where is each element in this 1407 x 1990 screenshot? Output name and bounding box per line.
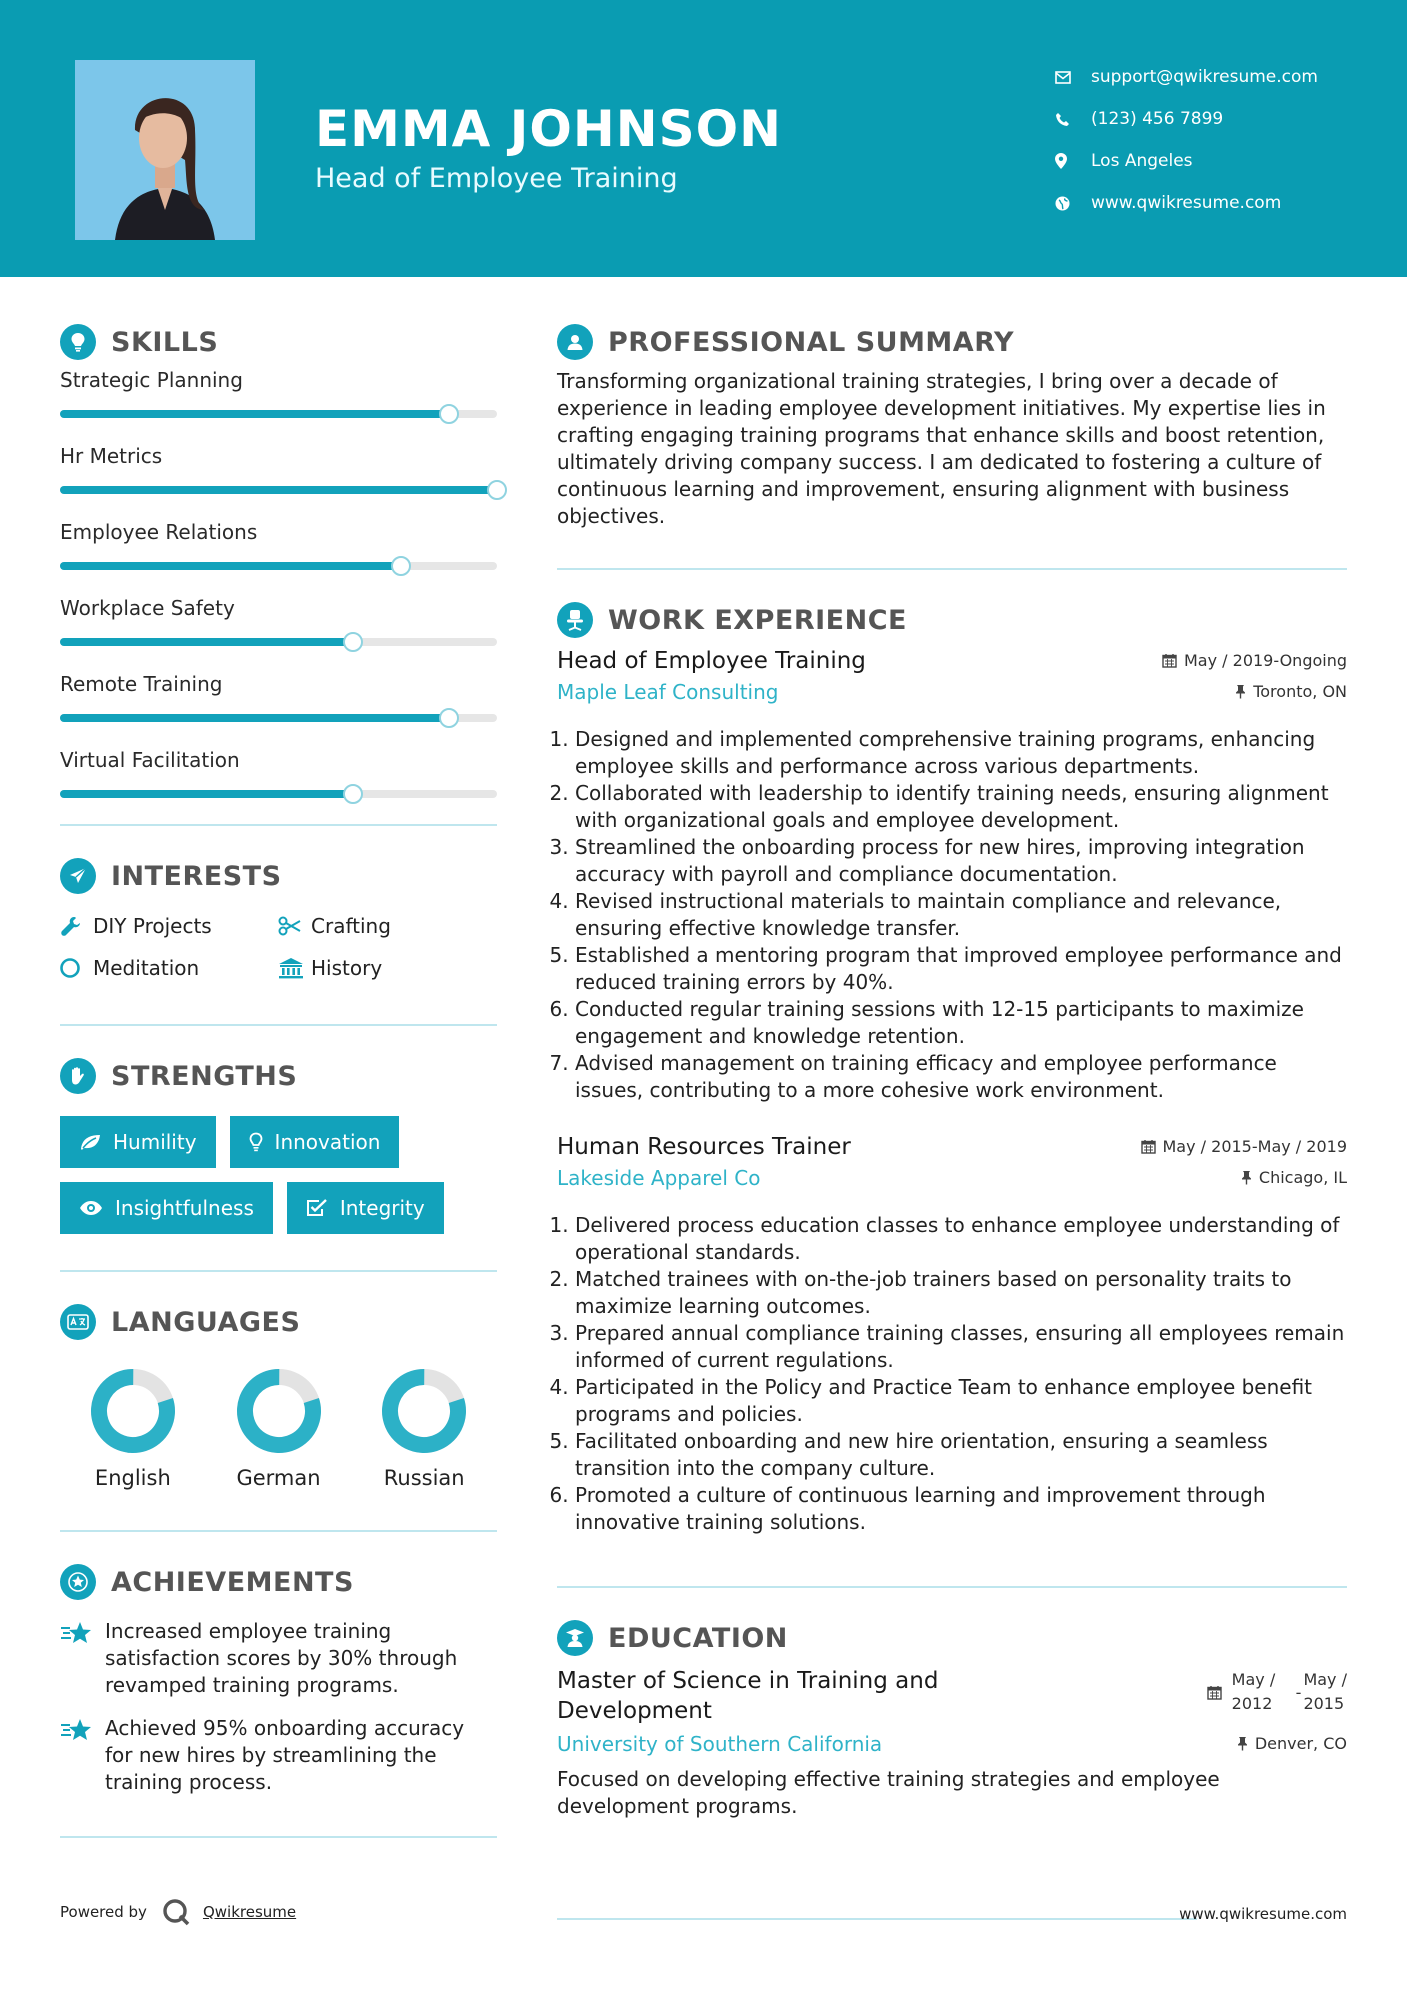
job-header xyxy=(557,648,1347,674)
skill-bar-knob xyxy=(391,556,411,576)
language-donut-fill xyxy=(381,1368,467,1454)
achievement-item xyxy=(60,1715,497,1796)
skill-item xyxy=(60,596,497,646)
lightbulb-icon xyxy=(60,324,96,360)
skill-name: Strategic Planning xyxy=(60,368,243,392)
job-dates xyxy=(1162,651,1347,670)
footer-powered-by xyxy=(60,1897,296,1927)
languages-title: LANGUAGES xyxy=(111,1306,301,1338)
strengths-title: STRENGTHS xyxy=(111,1060,298,1092)
contact-phone-text: (123) 456 7899 xyxy=(1091,109,1224,129)
job-entry xyxy=(557,1134,1347,1536)
eye-icon xyxy=(79,1200,103,1216)
strength-tag xyxy=(287,1182,444,1234)
skill-bar xyxy=(60,410,497,418)
job-subheader xyxy=(557,1166,1347,1190)
interest-label: Meditation xyxy=(93,956,200,980)
education-entry xyxy=(557,1666,1347,1820)
skill-name: Hr Metrics xyxy=(60,444,163,468)
job-bullet: 4. Participated in the Policy and Practice Team to enhance employee benefit programs and policies. xyxy=(575,1374,1347,1428)
achievements-title: ACHIEVEMENTS xyxy=(111,1566,354,1598)
skill-name: Remote Training xyxy=(60,672,223,696)
interest-label: Crafting xyxy=(311,914,391,938)
job-bullet: 7. Advised management on training efficacy and employee performance issues, contributing to a more cohesive work environment. xyxy=(575,1050,1347,1104)
education-start xyxy=(1232,1668,1284,1716)
job-bullet: 4. Revised instructional materials to maintain compliance and relevance, ensuring effective knowledge transfer. xyxy=(575,888,1347,942)
job-bullets xyxy=(557,1212,1347,1536)
degree-title: Master of Science in Training and Development xyxy=(557,1668,939,1724)
skill-bar-fill xyxy=(60,638,353,646)
interest-item xyxy=(278,956,497,980)
star-badge-icon xyxy=(60,1564,96,1600)
job-location-text: Toronto, ON xyxy=(1253,682,1347,701)
skill-bar-fill xyxy=(60,410,449,418)
wrench-icon xyxy=(60,915,93,937)
language-donut xyxy=(236,1368,322,1454)
lightbulb-icon xyxy=(249,1132,263,1152)
education-start-year: 2012 xyxy=(1231,1694,1273,1713)
languages-heading xyxy=(60,1300,497,1344)
contact-website[interactable] xyxy=(1055,182,1318,224)
language-name: German xyxy=(236,1466,321,1490)
candidate-name: EMMA JOHNSON xyxy=(315,100,782,158)
summary-heading xyxy=(557,320,1347,364)
job-bullets xyxy=(557,726,1347,1104)
job-header xyxy=(557,1134,1347,1160)
achievement-text: Achieved 95% onboarding accuracy for new hires by streamlining the training process. xyxy=(105,1716,465,1794)
skill-item xyxy=(60,748,497,798)
pushpin-icon xyxy=(1237,1736,1248,1751)
skill-bar-knob xyxy=(487,480,507,500)
skill-bar-fill xyxy=(60,790,353,798)
achievement-item xyxy=(60,1618,497,1699)
circle-icon xyxy=(60,957,93,979)
summary-text: Transforming organizational training strategies, I bring over a decade of experience in leading employee development initiatives. My expertise lies in crafting engaging training programs that enhance skills and boost retention, ultimately driving company success. I am dedicated to fostering a culture of continuous learning and improvement, ensuring alignment with business objectives. xyxy=(557,369,1326,528)
education-title: EDUCATION xyxy=(608,1622,788,1654)
user-icon xyxy=(557,324,593,360)
graduate-icon xyxy=(557,1620,593,1656)
summary-title: PROFESSIONAL SUMMARY xyxy=(608,326,1015,358)
qwikresume-link[interactable]: Qwikresume xyxy=(202,1903,297,1921)
section-divider xyxy=(60,1024,497,1026)
language-icon xyxy=(60,1304,96,1340)
section-divider xyxy=(60,824,497,826)
job-location xyxy=(1235,682,1347,701)
interest-item xyxy=(278,914,497,938)
language-donut xyxy=(381,1368,467,1454)
job-dates-text: May / 2015-May / 2019 xyxy=(1162,1137,1347,1156)
section-divider xyxy=(557,1586,1347,1588)
phone-icon xyxy=(1055,112,1091,127)
strength-tag xyxy=(60,1182,273,1234)
strengths-heading xyxy=(60,1054,497,1098)
company-name[interactable]: Lakeside Apparel Co xyxy=(557,1166,761,1190)
globe-icon xyxy=(1055,196,1091,211)
calendar-icon xyxy=(1162,653,1177,668)
skill-bar-knob xyxy=(343,784,363,804)
strength-label: Humility xyxy=(113,1130,197,1154)
paper-plane-icon xyxy=(60,858,96,894)
education-heading xyxy=(557,1616,1347,1660)
skill-bar xyxy=(60,486,497,494)
education-date-separator: - xyxy=(1295,1682,1302,1702)
section-divider xyxy=(557,568,1347,570)
strength-tag xyxy=(60,1116,216,1168)
skill-bar-knob xyxy=(343,632,363,652)
skill-bar-knob xyxy=(439,708,459,728)
job-location xyxy=(1241,1168,1347,1187)
job-dates-text: May / 2019-Ongoing xyxy=(1184,651,1347,670)
contact-phone[interactable] xyxy=(1055,98,1318,140)
pushpin-icon xyxy=(1235,684,1246,699)
education-end-month: May / xyxy=(1303,1670,1347,1689)
education-subheader xyxy=(557,1732,1347,1756)
skills-heading xyxy=(60,320,497,364)
interests-heading xyxy=(60,854,497,898)
school-name[interactable]: University of Southern California xyxy=(557,1732,883,1756)
check-square-icon xyxy=(306,1198,328,1218)
skill-name: Employee Relations xyxy=(60,520,258,544)
section-divider xyxy=(60,1270,497,1272)
skill-item xyxy=(60,444,497,494)
job-bullet: 1. Designed and implemented comprehensive training programs, enhancing employee skills and performance across various departments. xyxy=(575,726,1347,780)
pushpin-icon xyxy=(1241,1170,1252,1185)
achievements-list xyxy=(60,1618,497,1796)
contact-website-text: www.qwikresume.com xyxy=(1091,193,1282,213)
education-description: Focused on developing effective training strategies and employee development programs. xyxy=(557,1767,1220,1818)
interests-title: INTERESTS xyxy=(111,860,282,892)
calendar-icon xyxy=(1141,1139,1156,1154)
job-bullet: 2. Matched trainees with on-the-job trainers based on personality traits to maximize learning outcomes. xyxy=(575,1266,1347,1320)
strength-label: Innovation xyxy=(274,1130,381,1154)
education-end xyxy=(1303,1668,1347,1716)
experience-heading xyxy=(557,598,1347,642)
experience-title: WORK EXPERIENCE xyxy=(608,604,907,636)
language-donut xyxy=(90,1368,176,1454)
section-divider xyxy=(60,1530,497,1532)
powered-by-label: Powered by xyxy=(60,1903,147,1921)
language-donut-fill xyxy=(90,1368,176,1454)
interest-label: History xyxy=(311,956,383,980)
profile-photo xyxy=(75,60,255,240)
contact-email-text: support@qwikresume.com xyxy=(1091,67,1318,87)
job-bullet: 6. Conducted regular training sessions with 12-15 participants to maximize engagement and knowledge retention. xyxy=(575,996,1347,1050)
bank-icon xyxy=(278,957,311,979)
interest-label: DIY Projects xyxy=(93,914,212,938)
skill-bar xyxy=(60,790,497,798)
job-bullet: 1. Delivered process education classes to enhance employee understanding of operational standards. xyxy=(575,1212,1347,1266)
education-start-month: May / xyxy=(1231,1670,1276,1689)
strength-tag xyxy=(230,1116,400,1168)
contact-list xyxy=(1055,56,1318,224)
calendar-icon xyxy=(1207,1685,1222,1700)
language-item xyxy=(206,1368,352,1490)
skill-item xyxy=(60,520,497,570)
education-location xyxy=(1237,1734,1347,1753)
shooting-star-icon xyxy=(60,1618,105,1699)
skill-bar xyxy=(60,562,497,570)
languages-list xyxy=(60,1368,497,1490)
language-donut-fill xyxy=(236,1368,322,1454)
job-title: Head of Employee Training xyxy=(557,648,866,674)
header-banner xyxy=(0,0,1407,277)
education-location-text: Denver, CO xyxy=(1254,1734,1347,1753)
leaf-icon xyxy=(79,1133,101,1151)
contact-location xyxy=(1055,140,1318,182)
job-bullet: 5. Established a mentoring program that improved employee performance and reduced training errors by 40%. xyxy=(575,942,1347,996)
map-marker-icon xyxy=(1055,153,1091,169)
language-item xyxy=(60,1368,206,1490)
job-bullet: 3. Prepared annual compliance training classes, ensuring all employees remain informed of current regulations. xyxy=(575,1320,1347,1374)
skill-item xyxy=(60,672,497,722)
job-bullet: 5. Facilitated onboarding and new hire orientation, ensuring a seamless transition into the company culture. xyxy=(575,1428,1347,1482)
interest-item xyxy=(60,956,278,980)
left-column xyxy=(60,320,497,1838)
job-title: Human Resources Trainer xyxy=(557,1134,851,1160)
language-item xyxy=(351,1368,497,1490)
contact-email[interactable] xyxy=(1055,56,1318,98)
job-location-text: Chicago, IL xyxy=(1258,1168,1347,1187)
footer-website[interactable]: www.qwikresume.com xyxy=(1179,1905,1347,1923)
hand-icon xyxy=(60,1058,96,1094)
interests-list xyxy=(60,914,497,980)
achievements-heading xyxy=(60,1560,497,1604)
skill-bar-knob xyxy=(439,404,459,424)
skill-name: Workplace Safety xyxy=(60,596,235,620)
job-subheader xyxy=(557,680,1347,704)
office-chair-icon xyxy=(557,602,593,638)
skill-bar-fill xyxy=(60,562,401,570)
strengths-list xyxy=(60,1116,497,1234)
envelope-icon xyxy=(1055,71,1091,84)
skill-bar xyxy=(60,638,497,646)
strength-label: Insightfulness xyxy=(115,1196,254,1220)
strength-label: Integrity xyxy=(339,1196,425,1220)
language-name: English xyxy=(94,1466,171,1490)
right-column xyxy=(557,320,1347,1820)
language-name: Russian xyxy=(383,1466,465,1490)
skills-list xyxy=(60,368,497,798)
skills-title: SKILLS xyxy=(111,326,219,358)
skill-item xyxy=(60,368,497,418)
skill-bar-fill xyxy=(60,486,497,494)
skill-name: Virtual Facilitation xyxy=(60,748,240,772)
footer-divider xyxy=(557,1918,1197,1920)
shooting-star-icon xyxy=(60,1715,105,1796)
education-dates xyxy=(1207,1668,1347,1716)
job-bullet: 6. Promoted a culture of continuous learning and improvement through innovative training solutions. xyxy=(575,1482,1347,1536)
scissors-icon xyxy=(278,916,311,936)
skill-bar xyxy=(60,714,497,722)
job-bullet: 3. Streamlined the onboarding process for new hires, improving integration accuracy with payroll and compliance documentation. xyxy=(575,834,1347,888)
education-end-year: 2015 xyxy=(1303,1694,1345,1713)
skill-bar-fill xyxy=(60,714,449,722)
candidate-title: Head of Employee Training xyxy=(315,163,678,194)
contact-location-text: Los Angeles xyxy=(1091,151,1193,171)
job-dates xyxy=(1141,1137,1348,1156)
company-name[interactable]: Maple Leaf Consulting xyxy=(557,680,779,704)
achievement-text: Increased employee training satisfaction scores by 30% through revamped training programs. xyxy=(105,1619,458,1697)
section-divider xyxy=(60,1836,497,1838)
interest-item xyxy=(60,914,278,938)
job-bullet: 2. Collaborated with leadership to identify training needs, ensuring alignment with organizational goals and employee development. xyxy=(575,780,1347,834)
qwikresume-logo-icon xyxy=(161,1897,191,1927)
job-entry xyxy=(557,648,1347,1104)
